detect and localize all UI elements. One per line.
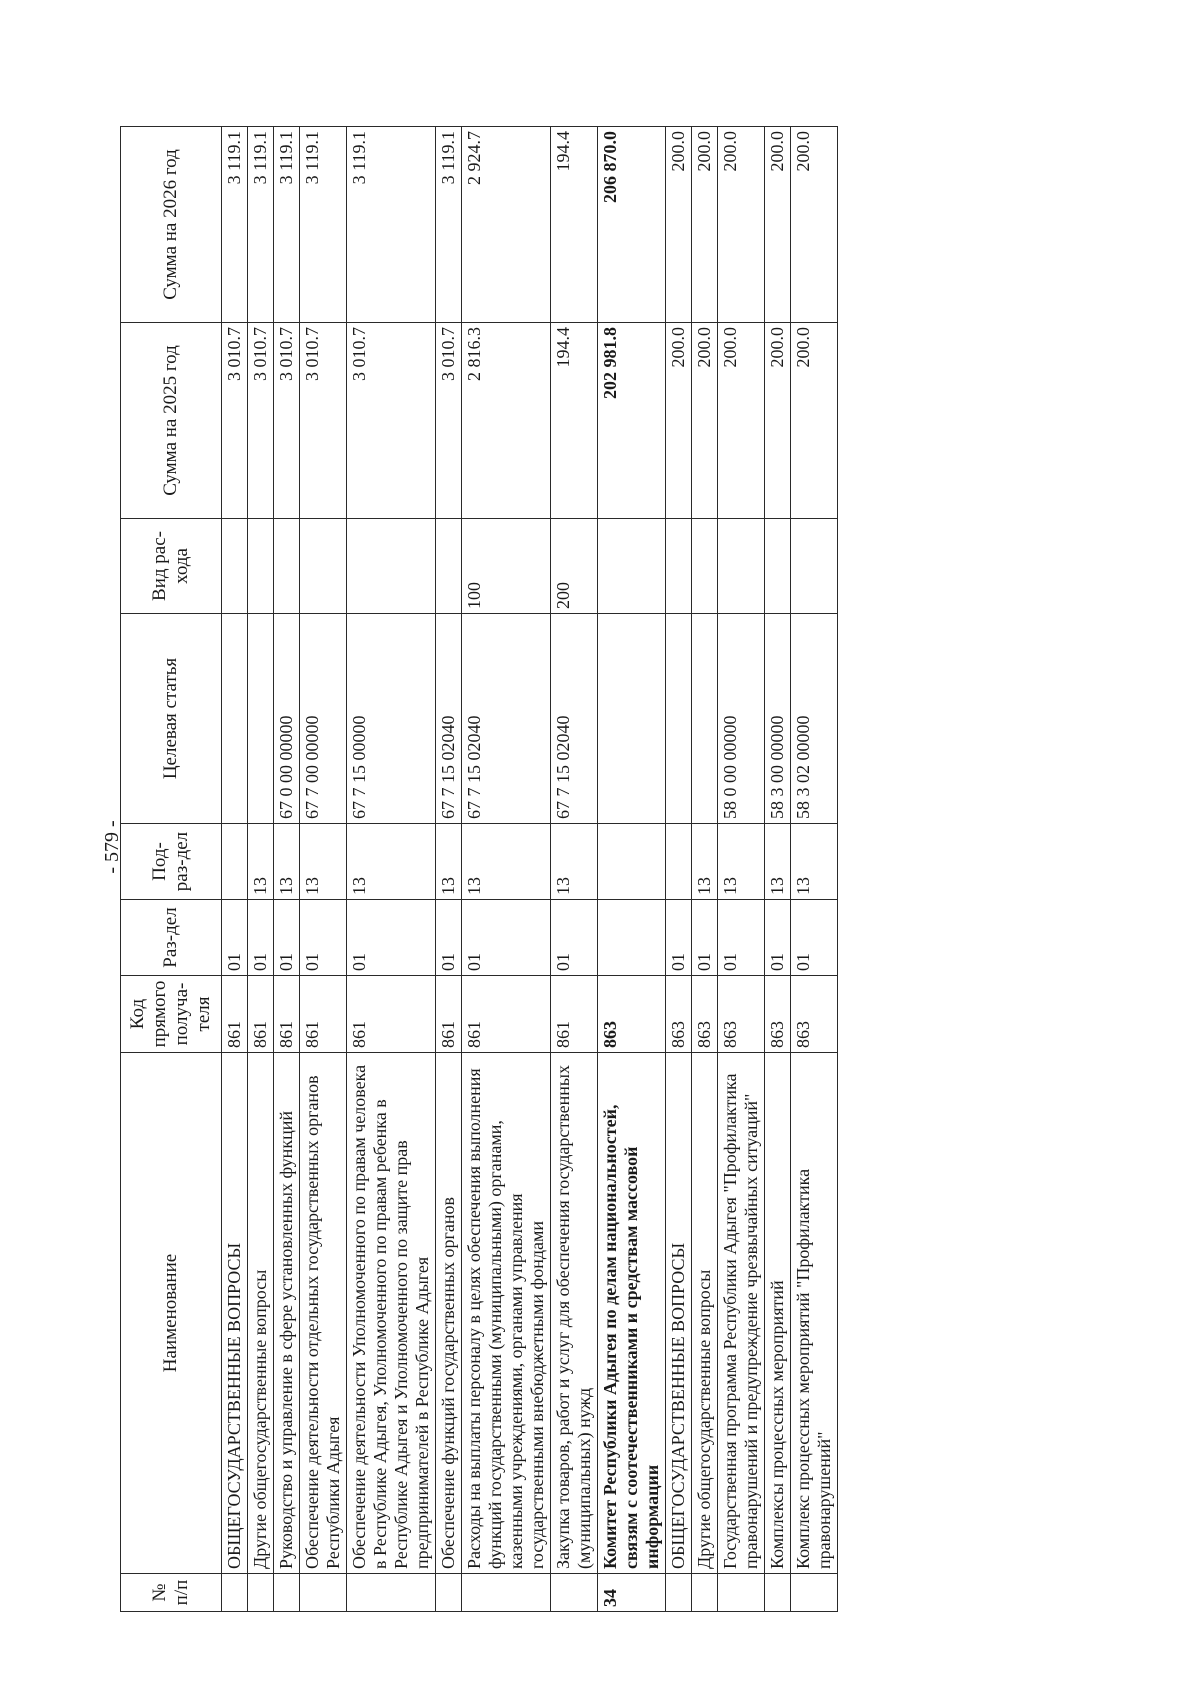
- table-row: [436, 127, 462, 1612]
- header-target: Целевая статья: [121, 614, 222, 824]
- cell-sum-2025: 3 010.7: [436, 323, 462, 519]
- cell-expense-type: 200: [551, 519, 598, 614]
- cell-sum-2025: 3 010.7: [300, 323, 347, 519]
- cell-subsection: 13: [300, 824, 347, 900]
- cell-index: [765, 1574, 791, 1612]
- cell-expense-type: [765, 519, 791, 614]
- cell-recipient: 861: [300, 976, 347, 1053]
- cell-expense-type: [666, 519, 692, 614]
- cell-subsection: 13: [791, 824, 838, 900]
- cell-sum-2026: 200.0: [718, 127, 765, 323]
- cell-index: [692, 1574, 718, 1612]
- cell-target: 67 7 15 02040: [551, 614, 598, 824]
- cell-sum-2026: 3 119.1: [222, 127, 248, 323]
- cell-recipient: 861: [551, 976, 598, 1053]
- cell-subsection: [666, 824, 692, 900]
- cell-target: 67 7 15 02040: [436, 614, 462, 824]
- header-row: [121, 127, 222, 1612]
- cell-sum-2026: 3 119.1: [274, 127, 300, 323]
- cell-section: 01: [248, 900, 274, 976]
- cell-index: [666, 1574, 692, 1612]
- cell-index: [347, 1574, 436, 1612]
- table-row: [462, 127, 551, 1612]
- cell-section: 01: [222, 900, 248, 976]
- table-row: [666, 127, 692, 1612]
- cell-section: 01: [666, 900, 692, 976]
- cell-sum-2026: 200.0: [765, 127, 791, 323]
- cell-recipient: 861: [274, 976, 300, 1053]
- cell-recipient: 861: [347, 976, 436, 1053]
- table-row: [791, 127, 838, 1612]
- cell-subsection: 13: [274, 824, 300, 900]
- cell-sum-2025: 200.0: [765, 323, 791, 519]
- cell-expense-type: [222, 519, 248, 614]
- cell-name: Обеспечение функций государственных органов: [436, 1053, 462, 1574]
- cell-recipient: 863: [692, 976, 718, 1053]
- cell-sum-2026: 3 119.1: [300, 127, 347, 323]
- cell-subsection: [222, 824, 248, 900]
- cell-subsection: 13: [248, 824, 274, 900]
- cell-sum-2025: 200.0: [692, 323, 718, 519]
- cell-expense-type: [718, 519, 765, 614]
- header-sum-2026: Сумма на 2026 год: [121, 127, 222, 323]
- cell-target: 67 0 00 00000: [274, 614, 300, 824]
- cell-expense-type: [300, 519, 347, 614]
- cell-sum-2026: 206 870.0: [598, 127, 666, 323]
- cell-index: [222, 1574, 248, 1612]
- cell-expense-type: [692, 519, 718, 614]
- cell-sum-2025: 3 010.7: [274, 323, 300, 519]
- cell-name: ОБЩЕГОСУДАРСТВЕННЫЕ ВОПРОСЫ: [666, 1053, 692, 1574]
- cell-sum-2026: 3 119.1: [248, 127, 274, 323]
- cell-target: 58 3 00 00000: [765, 614, 791, 824]
- cell-recipient: 863: [666, 976, 692, 1053]
- cell-recipient: 861: [462, 976, 551, 1053]
- cell-expense-type: [248, 519, 274, 614]
- cell-sum-2025: 200.0: [718, 323, 765, 519]
- cell-recipient: 863: [791, 976, 838, 1053]
- cell-section: [598, 900, 666, 976]
- cell-subsection: 13: [347, 824, 436, 900]
- cell-target: 58 3 02 00000: [791, 614, 838, 824]
- cell-sum-2026: 3 119.1: [347, 127, 436, 323]
- cell-subsection: 13: [718, 824, 765, 900]
- cell-sum-2025: 194.4: [551, 323, 598, 519]
- cell-recipient: 863: [718, 976, 765, 1053]
- header-sum-2025: Сумма на 2025 год: [121, 323, 222, 519]
- cell-target: 58 0 00 00000: [718, 614, 765, 824]
- cell-name: Комитет Республики Адыгея по делам национальностей, связям с соотечественниками и средствам массовой информации: [598, 1053, 666, 1574]
- table-body: [222, 127, 838, 1612]
- cell-sum-2026: 3 119.1: [436, 127, 462, 323]
- cell-subsection: 13: [462, 824, 551, 900]
- cell-subsection: 13: [551, 824, 598, 900]
- header-subsection: Под-раз-дел: [121, 824, 222, 900]
- cell-expense-type: [274, 519, 300, 614]
- cell-section: 01: [462, 900, 551, 976]
- cell-subsection: 13: [765, 824, 791, 900]
- table-row: [598, 127, 666, 1612]
- cell-sum-2025: 2 816.3: [462, 323, 551, 519]
- table-row: [222, 127, 248, 1612]
- cell-subsection: 13: [692, 824, 718, 900]
- cell-sum-2026: 2 924.7: [462, 127, 551, 323]
- cell-expense-type: [347, 519, 436, 614]
- table-row: [718, 127, 765, 1612]
- cell-index: [791, 1574, 838, 1612]
- budget-table-rotated: [120, 127, 1000, 1612]
- cell-name: Комплекс процессных мероприятий "Профилактика правонарушений": [791, 1053, 838, 1574]
- cell-index: [274, 1574, 300, 1612]
- cell-target: [692, 614, 718, 824]
- cell-index: [300, 1574, 347, 1612]
- cell-section: 01: [718, 900, 765, 976]
- cell-index: 34: [598, 1574, 666, 1612]
- cell-index: [718, 1574, 765, 1612]
- cell-expense-type: [436, 519, 462, 614]
- cell-section: 01: [274, 900, 300, 976]
- cell-sum-2026: 194.4: [551, 127, 598, 323]
- page-number: - 579 -: [101, 820, 123, 874]
- cell-name: Другие общегосударственные вопросы: [692, 1053, 718, 1574]
- cell-recipient: 863: [765, 976, 791, 1053]
- table-row: [347, 127, 436, 1612]
- cell-sum-2026: 200.0: [791, 127, 838, 323]
- cell-recipient: 863: [598, 976, 666, 1053]
- cell-target: [248, 614, 274, 824]
- header-index: № п/п: [121, 1574, 222, 1612]
- table-row: [300, 127, 347, 1612]
- cell-section: 01: [551, 900, 598, 976]
- cell-section: 01: [791, 900, 838, 976]
- cell-expense-type: 100: [462, 519, 551, 614]
- cell-index: [436, 1574, 462, 1612]
- header-name: Наименование: [121, 1053, 222, 1574]
- header-section: Раз-дел: [121, 900, 222, 976]
- table-row: [274, 127, 300, 1612]
- cell-sum-2025: 200.0: [666, 323, 692, 519]
- cell-index: [462, 1574, 551, 1612]
- cell-target: [222, 614, 248, 824]
- cell-sum-2026: 200.0: [666, 127, 692, 323]
- cell-section: 01: [436, 900, 462, 976]
- cell-target: [598, 614, 666, 824]
- table-row: [765, 127, 791, 1612]
- table-header: [121, 127, 222, 1612]
- cell-expense-type: [791, 519, 838, 614]
- header-recipient: Код прямого получа-теля: [121, 976, 222, 1053]
- cell-name: Обеспечение деятельности отдельных государственных органов Республики Адыгея: [300, 1053, 347, 1574]
- cell-name: Расходы на выплаты персоналу в целях обеспечения выполнения функций государственными (муниципальными) органами, казенными учреждениями, органами управления государственными внебюджетными фондами: [462, 1053, 551, 1574]
- cell-sum-2025: 3 010.7: [248, 323, 274, 519]
- cell-index: [248, 1574, 274, 1612]
- cell-sum-2025: 200.0: [791, 323, 838, 519]
- cell-subsection: 13: [436, 824, 462, 900]
- cell-name: Обеспечение деятельности Уполномоченного по правам человека в Республике Адыгея, Уполномоченного по правам ребенка в Республике Адыгея и Уполномоченного по защите прав предпринимателей в Республике Адыгея: [347, 1053, 436, 1574]
- cell-sum-2025: 3 010.7: [347, 323, 436, 519]
- header-expense-type: Вид рас-хода: [121, 519, 222, 614]
- cell-section: 01: [347, 900, 436, 976]
- cell-recipient: 861: [436, 976, 462, 1053]
- cell-sum-2025: 202 981.8: [598, 323, 666, 519]
- cell-name: Руководство и управление в сфере установленных функций: [274, 1053, 300, 1574]
- cell-section: 01: [692, 900, 718, 976]
- table-row: [551, 127, 598, 1612]
- table-row: [248, 127, 274, 1612]
- cell-name: Закупка товаров, работ и услуг для обеспечения государственных (муниципальных) нужд: [551, 1053, 598, 1574]
- cell-index: [551, 1574, 598, 1612]
- cell-target: 67 7 15 00000: [347, 614, 436, 824]
- cell-name: Комплексы процессных мероприятий: [765, 1053, 791, 1574]
- cell-name: Другие общегосударственные вопросы: [248, 1053, 274, 1574]
- cell-recipient: 861: [248, 976, 274, 1053]
- table-row: [692, 127, 718, 1612]
- cell-target: 67 7 00 00000: [300, 614, 347, 824]
- cell-sum-2026: 200.0: [692, 127, 718, 323]
- cell-subsection: [598, 824, 666, 900]
- budget-table: [120, 126, 838, 1612]
- cell-target: 67 7 15 02040: [462, 614, 551, 824]
- cell-name: ОБЩЕГОСУДАРСТВЕННЫЕ ВОПРОСЫ: [222, 1053, 248, 1574]
- cell-name: Государственная программа Республики Адыгея "Профилактика правонарушений и предупреждение чрезвычайных ситуаций": [718, 1053, 765, 1574]
- cell-expense-type: [598, 519, 666, 614]
- cell-section: 01: [765, 900, 791, 976]
- cell-target: [666, 614, 692, 824]
- cell-sum-2025: 3 010.7: [222, 323, 248, 519]
- cell-recipient: 861: [222, 976, 248, 1053]
- cell-section: 01: [300, 900, 347, 976]
